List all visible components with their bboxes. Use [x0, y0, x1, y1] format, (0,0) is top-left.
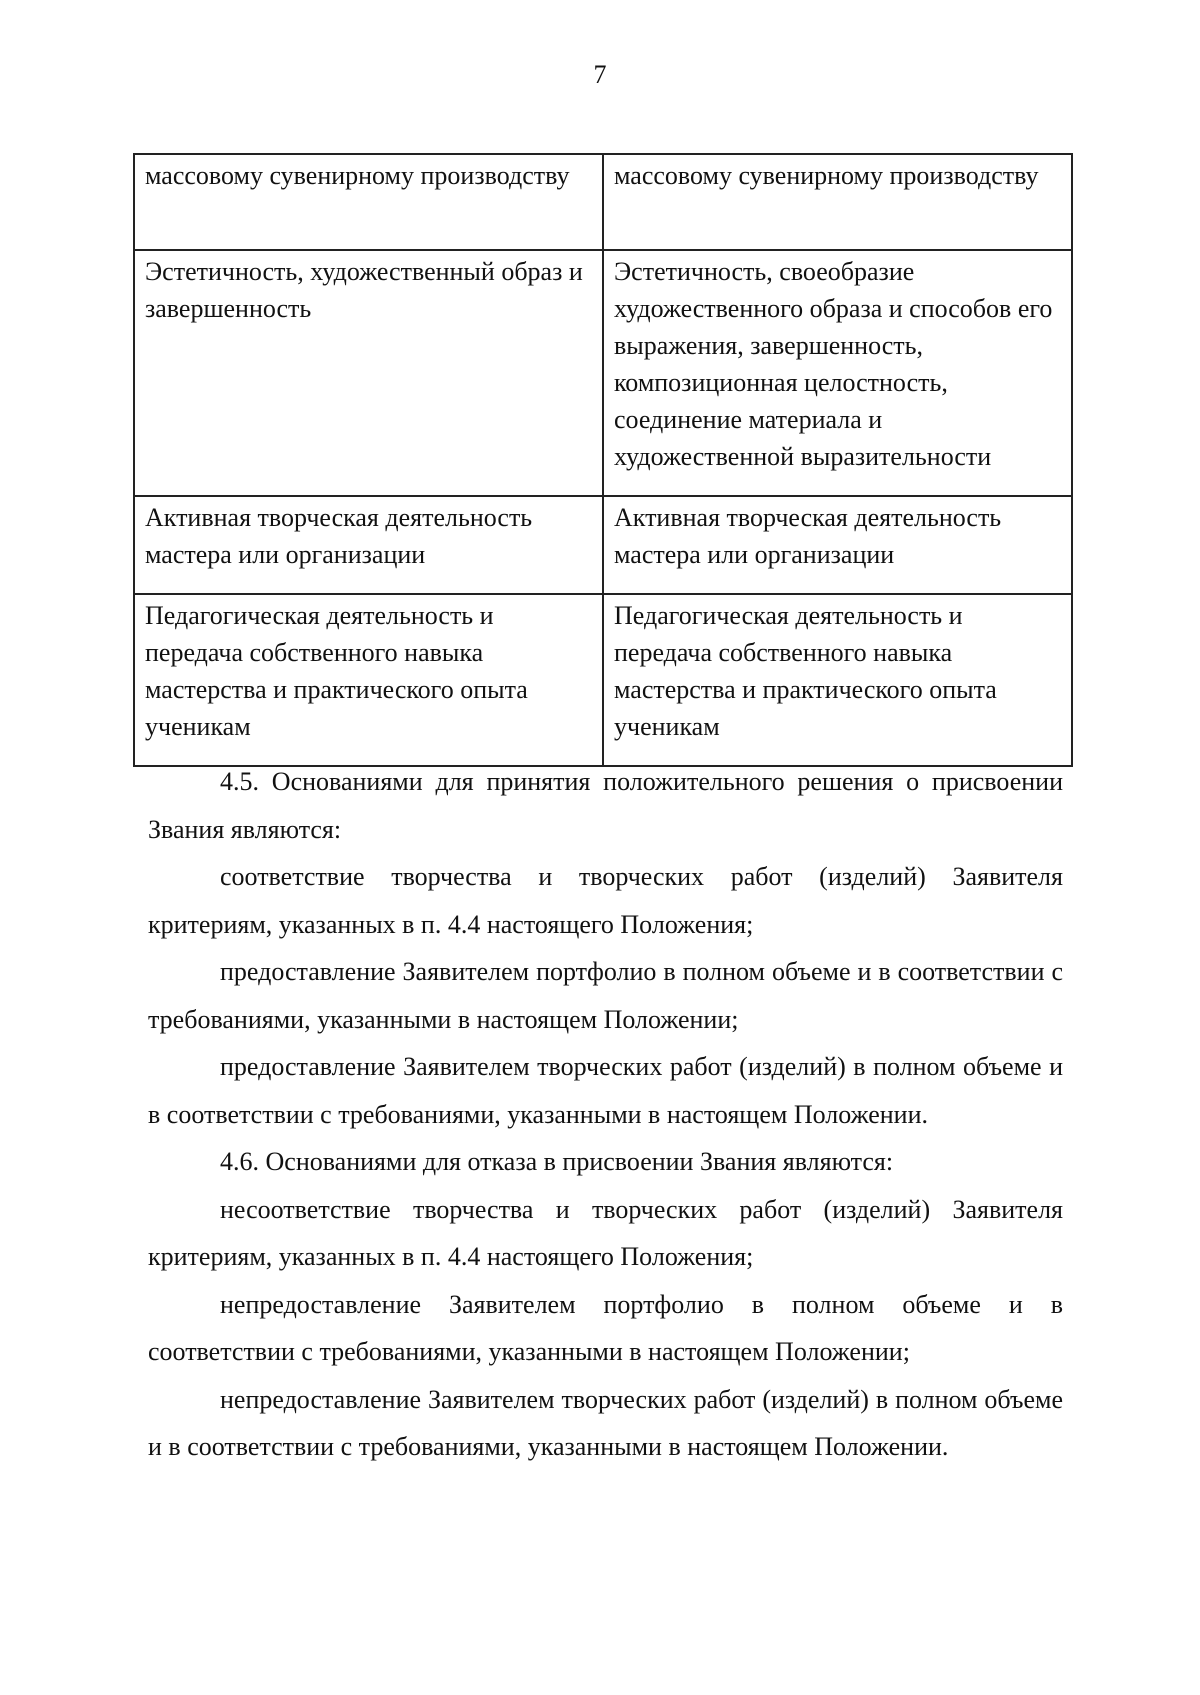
table-cell-left: массовому сувенирному производству: [134, 154, 603, 250]
paragraph: соответствие творчества и творческих работ (изделий) Заявителя критериям, указанных в п. 4.4 настоящего Положения;: [148, 862, 1063, 939]
document-body: [148, 758, 1063, 1471]
table-cell-right: Эстетичность, своеобразие художественного образа и способов его выражения, завершенность, композиционная целостность, соединение материала и художественной выразительности: [603, 250, 1072, 496]
paragraph: предоставление Заявителем творческих работ (изделий) в полном объеме и в соответствии с требованиями, указанными в настоящем Положении.: [148, 1052, 1063, 1129]
table-row: [134, 594, 1072, 766]
table-row: [134, 496, 1072, 594]
paragraph: непредоставление Заявителем портфолио в полном объеме и в соответствии с требованиями, указанными в настоящем Положении;: [148, 1289, 1063, 1366]
table-cell-left: Эстетичность, художественный образ и завершенность: [134, 250, 603, 496]
table-cell-left: Педагогическая деятельность и передача собственного навыка мастерства и практического опыта ученикам: [134, 594, 603, 766]
criteria-table: [133, 153, 1073, 767]
table-cell-right: Активная творческая деятельность мастера или организации: [603, 496, 1072, 594]
table-row: [134, 154, 1072, 250]
table-row: [134, 250, 1072, 496]
paragraph-4-5-heading: 4.5. Основаниями для принятия положительного решения о присвоении Звания являются:: [148, 767, 1063, 844]
paragraph-4-6-heading: 4.6. Основаниями для отказа в присвоении Звания являются:: [220, 1147, 894, 1176]
paragraph: несоответствие творчества и творческих работ (изделий) Заявителя критериям, указанных в п. 4.4 настоящего Положения;: [148, 1194, 1063, 1271]
page-number: 7: [593, 60, 607, 89]
table-cell-right: массовому сувенирному производству: [603, 154, 1072, 250]
table-cell-right: Педагогическая деятельность и передача собственного навыка мастерства и практического опыта ученикам: [603, 594, 1072, 766]
table-cell-left: Активная творческая деятельность мастера или организации: [134, 496, 603, 594]
paragraph: предоставление Заявителем портфолио в полном объеме и в соответствии с требованиями, указанными в настоящем Положении;: [148, 957, 1063, 1034]
paragraph: непредоставление Заявителем творческих работ (изделий) в полном объеме и в соответствии с требованиями, указанными в настоящем Положении.: [148, 1384, 1063, 1461]
